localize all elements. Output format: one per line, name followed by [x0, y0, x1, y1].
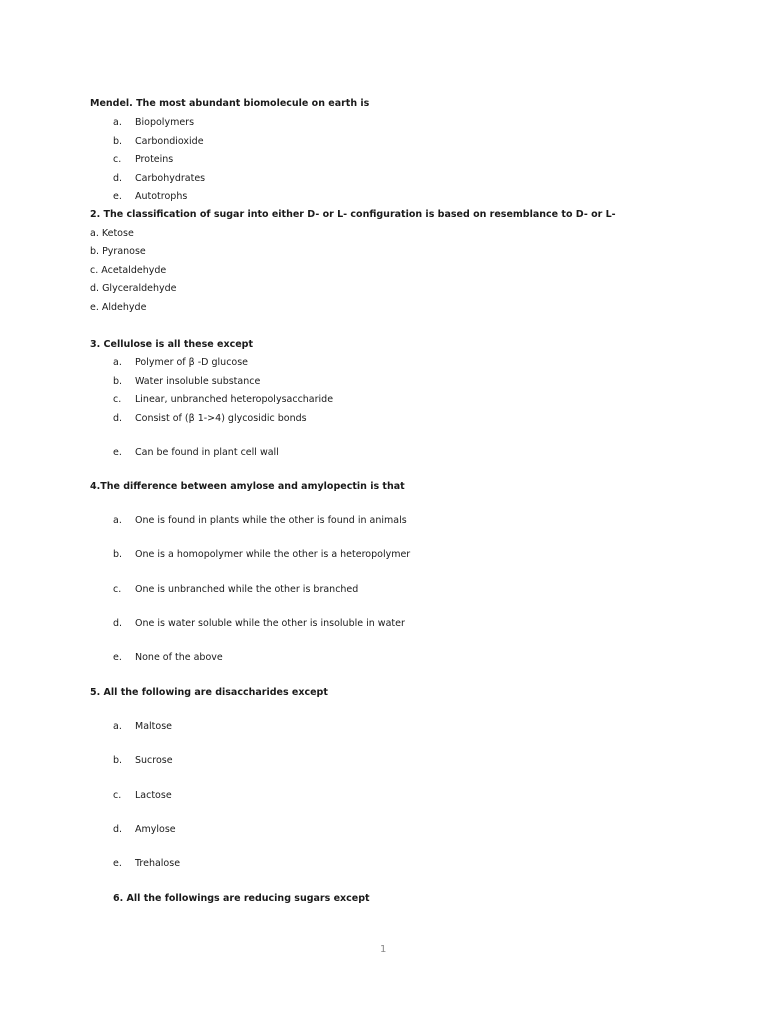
q4-option-d-letter: d. [113, 618, 123, 629]
q1-option-c: Proteins [135, 154, 174, 165]
q3-option-c: Linear, unbranched heteropolysaccharide [135, 394, 334, 405]
q1-option-b: Carbondioxide [135, 136, 204, 147]
q2-option-d: d. Glyceraldehyde [90, 283, 177, 294]
q2-option-b: b. Pyranose [90, 246, 146, 257]
q1-option-b-letter: b. [113, 136, 123, 147]
q1-option-e: Autotrophs [135, 191, 188, 202]
q3-option-e-letter: e. [113, 447, 122, 458]
q5-option-b: Sucrose [135, 755, 173, 766]
q4-option-c-letter: c. [113, 584, 122, 595]
q4-option-b-letter: b. [113, 549, 123, 560]
q4-option-e-letter: e. [113, 652, 122, 663]
q1-option-a: Biopolymers [135, 117, 195, 128]
q1-option-c-letter: c. [113, 154, 122, 165]
q3-option-e: Can be found in plant cell wall [135, 447, 279, 458]
question-3-title: 3. Cellulose is all these except [90, 339, 253, 350]
q5-option-c: Lactose [135, 790, 172, 801]
q4-option-a-letter: a. [113, 515, 122, 526]
q3-option-c-letter: c. [113, 394, 122, 405]
q3-option-d: Consist of (β 1->4) glycosidic bonds [135, 413, 307, 424]
q5-option-d-letter: d. [113, 824, 123, 835]
question-2-title: 2. The classification of sugar into either D- or L- configuration is based on resemblance to D- or L- [90, 209, 616, 220]
q1-option-d-letter: d. [113, 173, 123, 184]
q5-option-e-letter: e. [113, 858, 122, 869]
q5-option-b-letter: b. [113, 755, 123, 766]
q2-option-a: a. Ketose [90, 228, 134, 239]
q5-option-c-letter: c. [113, 790, 122, 801]
q4-option-e: None of the above [135, 652, 223, 663]
q2-option-c: c. Acetaldehyde [90, 265, 167, 276]
q1-option-d: Carbohydrates [135, 173, 206, 184]
q3-option-a-letter: a. [113, 357, 122, 368]
q4-option-c: One is unbranched while the other is branched [135, 584, 359, 595]
question-1-title: Mendel. The most abundant biomolecule on earth is [90, 98, 370, 109]
page-number: 1 [380, 944, 387, 955]
q4-option-d: One is water soluble while the other is insoluble in water [135, 618, 405, 629]
question-5-title: 5. All the following are disaccharides except [90, 687, 328, 698]
q5-option-a: Maltose [135, 721, 172, 732]
q5-option-d: Amylose [135, 824, 176, 835]
question-4-title: 4.The difference between amylose and amylopectin is that [90, 481, 405, 492]
q4-option-b: One is a homopolymer while the other is a heteropolymer [135, 549, 411, 560]
q5-option-e: Trehalose [135, 858, 181, 869]
q2-option-e: e. Aldehyde [90, 302, 147, 313]
q5-option-a-letter: a. [113, 721, 122, 732]
q3-option-b: Water insoluble substance [135, 376, 261, 387]
q4-option-a: One is found in plants while the other is found in animals [135, 515, 407, 526]
q3-option-b-letter: b. [113, 376, 123, 387]
q1-option-a-letter: a. [113, 117, 122, 128]
q3-option-d-letter: d. [113, 413, 123, 424]
q1-option-e-letter: e. [113, 191, 122, 202]
q3-option-a: Polymer of β -D glucose [135, 357, 249, 368]
question-6-title: 6. All the followings are reducing sugars except [113, 893, 370, 904]
